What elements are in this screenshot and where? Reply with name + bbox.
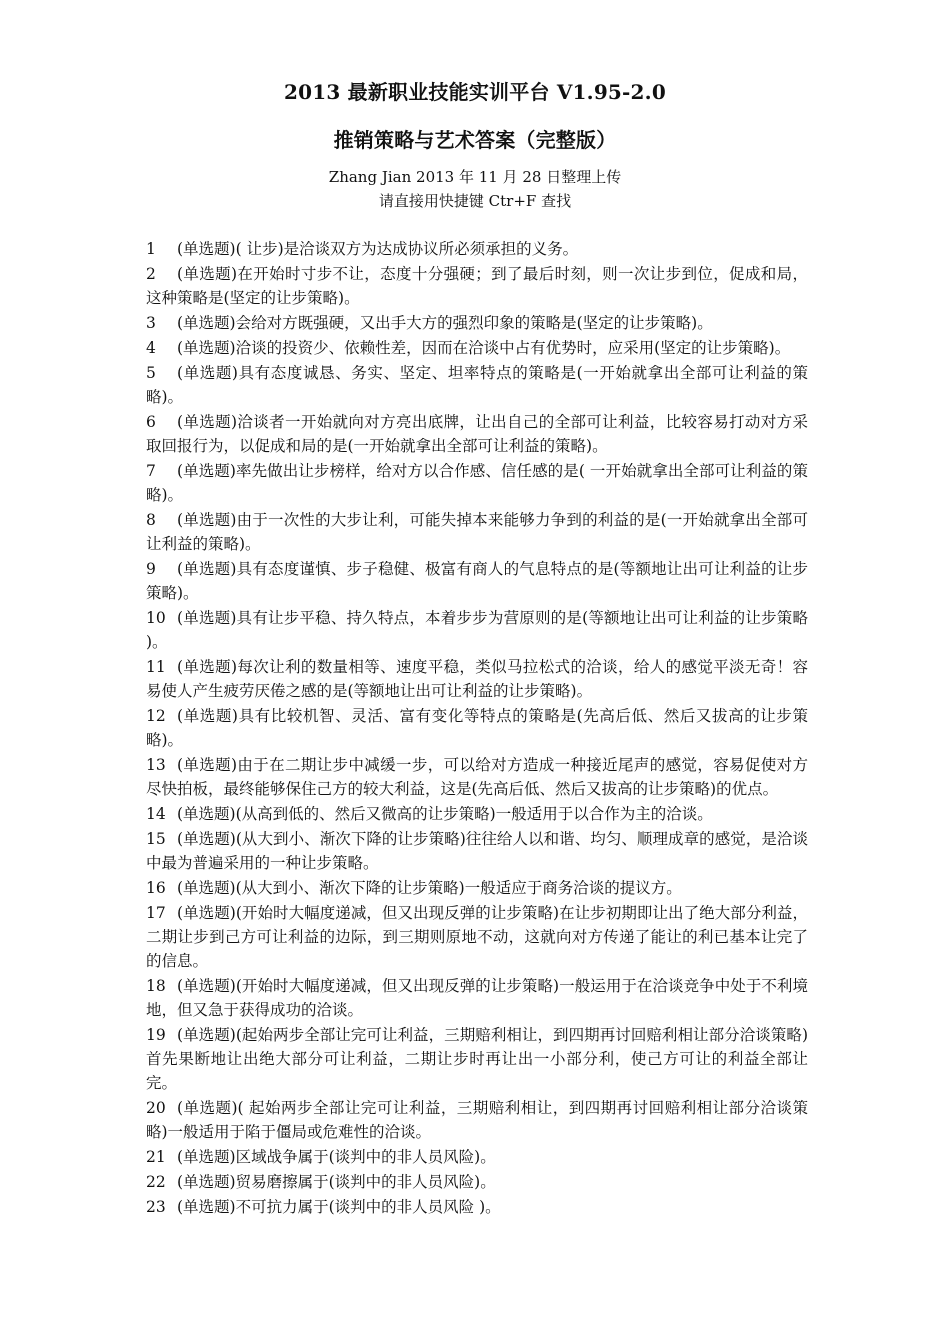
item-number: 18 <box>146 977 166 995</box>
item-text: (单选题)(从高到低的、然后又微高的让步策略)一般适用于以合作为主的洽谈。 <box>177 805 713 823</box>
item-text: (单选题)区域战争属于(谈判中的非人员风险)。 <box>177 1148 496 1166</box>
item-text: (单选题)(开始时大幅度递减，但又出现反弹的让步策略)在让步初期即让出了绝大部分利益，二期让步到己方可让利益的边际，到三期则原地不动，这就向对方传递了能让的利已基本让完了的信息。 <box>146 904 808 970</box>
item-text: (单选题)率先做出让步榜样，给对方以合作感、信任感的是( 一开始就拿出全部可让利益的策略)。 <box>146 462 808 504</box>
author-line: Zhang Jian 2013 年 11 月 28 日整理上传 <box>328 168 622 186</box>
item-text: (单选题)会给对方既强硬，又出手大方的强烈印象的策略是(坚定的让步策略)。 <box>177 314 713 332</box>
hint-line: 请直接用快捷键 Ctr+F 查找 <box>378 192 572 210</box>
item-number: 23 <box>146 1198 166 1216</box>
item-text: (单选题)( 让步)是洽谈双方为达成协议所必须承担的义务。 <box>177 240 579 258</box>
list-item <box>146 1096 808 1144</box>
item-number: 3 <box>146 314 156 332</box>
list-item <box>146 753 808 801</box>
item-number: 8 <box>146 511 156 529</box>
item-number: 19 <box>146 1026 166 1044</box>
list-item <box>146 410 808 458</box>
item-text: (单选题)具有比较机智、灵活、富有变化等特点的策略是(先高后低、然后又拔高的让步策略)。 <box>146 707 808 749</box>
item-text: (单选题)具有让步平稳、持久特点，本着步步为营原则的是(等额地让出可让利益的让步策略 )。 <box>146 609 808 651</box>
item-text: (单选题)具有态度谨慎、步子稳健、极富有商人的气息特点的是(等额地让出可让利益的让步策略)。 <box>146 560 808 602</box>
item-number: 6 <box>146 413 156 431</box>
item-text: (单选题)由于一次性的大步让利，可能失掉本来能够力争到的利益的是(一开始就拿出全部可让利益的策略)。 <box>146 511 808 553</box>
item-number: 4 <box>146 339 156 357</box>
item-text: (单选题)( 起始两步全部让完可让利益，三期赔利相让，到四期再讨回赔利相让部分洽谈策略)一般适用于陷于僵局或危难性的洽谈。 <box>146 1099 808 1141</box>
item-text: (单选题)不可抗力属于(谈判中的非人员风险 )。 <box>177 1198 501 1216</box>
list-item <box>146 262 808 310</box>
item-number: 16 <box>146 879 166 897</box>
item-number: 15 <box>146 830 166 848</box>
item-text: (单选题)(从大到小、渐次下降的让步策略)往往给人以和谐、均匀、顺理成章的感觉，是洽谈中最为普遍采用的一种让步策略。 <box>146 830 808 872</box>
list-item <box>146 901 808 973</box>
page-title: 2013 最新职业技能实训平台 V1.95-2.0 <box>284 80 666 104</box>
list-item <box>146 361 808 409</box>
item-number: 22 <box>146 1173 166 1191</box>
list-item <box>146 1145 808 1169</box>
item-number: 12 <box>146 707 166 725</box>
item-number: 10 <box>146 609 166 627</box>
list-item <box>146 459 808 507</box>
item-number: 14 <box>146 805 166 823</box>
list-item <box>146 311 808 335</box>
item-number: 13 <box>146 756 166 774</box>
item-number: 11 <box>146 658 166 676</box>
list-item <box>146 827 808 875</box>
item-text: (单选题)洽谈的投资少、依赖性差，因而在洽谈中占有优势时，应采用(坚定的让步策略)。 <box>177 339 791 357</box>
item-text: (单选题)具有态度诚恳、务实、坚定、坦率特点的策略是(一开始就拿出全部可让利益的策略)。 <box>146 364 808 406</box>
item-text: (单选题)(从大到小、渐次下降的让步策略)一般适应于商务洽谈的提议方。 <box>177 879 682 897</box>
list-item <box>146 655 808 703</box>
item-text: (单选题)(开始时大幅度递减，但又出现反弹的让步策略)一般运用于在洽谈竞争中处于不利境地，但又急于获得成功的洽谈。 <box>146 977 808 1019</box>
list-item <box>146 336 808 360</box>
list-item <box>146 1023 808 1095</box>
item-number: 21 <box>146 1148 166 1166</box>
list-item <box>146 557 808 605</box>
item-number: 5 <box>146 364 156 382</box>
item-number: 20 <box>146 1099 166 1117</box>
item-text: (单选题)每次让利的数量相等、速度平稳，类似马拉松式的洽谈，给人的感觉平淡无奇！容易使人产生疲劳厌倦之感的是(等额地让出可让利益的让步策略)。 <box>146 658 808 700</box>
list-item <box>146 508 808 556</box>
item-text: (单选题)贸易磨擦属于(谈判中的非人员风险)。 <box>177 1173 496 1191</box>
item-text: (单选题)在开始时寸步不让，态度十分强硬；到了最后时刻，则一次让步到位，促成和局，这种策略是(坚定的让步策略)。 <box>146 265 808 307</box>
list-item <box>146 876 808 900</box>
list-item <box>146 1170 808 1194</box>
list-item <box>146 974 808 1022</box>
list-item <box>146 237 808 261</box>
list-item <box>146 802 808 826</box>
item-text: (单选题)洽谈者一开始就向对方亮出底牌，让出自己的全部可让利益，比较容易打动对方采取回报行为，以促成和局的是(一开始就拿出全部可让利益的策略)。 <box>146 413 808 455</box>
item-text: (单选题)(起始两步全部让完可让利益，三期赔利相让，到四期再讨回赔利相让部分洽谈策略)首先果断地让出绝大部分可让利益，二期让步时再让出一小部分利，使己方可让的利益全部让完。 <box>146 1026 808 1092</box>
question-list <box>146 237 808 1220</box>
item-text: (单选题)由于在二期让步中减缓一步，可以给对方造成一种接近尾声的感觉，容易促使对方尽快拍板，最终能够保住己方的较大利益，这是(先高后低、然后又拔高的让步策略)的优点。 <box>146 756 808 798</box>
item-number: 7 <box>146 462 156 480</box>
item-number: 2 <box>146 265 156 283</box>
list-item <box>146 704 808 752</box>
list-item <box>146 1195 808 1219</box>
page-subtitle: 推销策略与艺术答案（完整版） <box>333 128 617 152</box>
item-number: 17 <box>146 904 166 922</box>
item-number: 9 <box>146 560 156 578</box>
item-number: 1 <box>146 240 156 258</box>
list-item <box>146 606 808 654</box>
